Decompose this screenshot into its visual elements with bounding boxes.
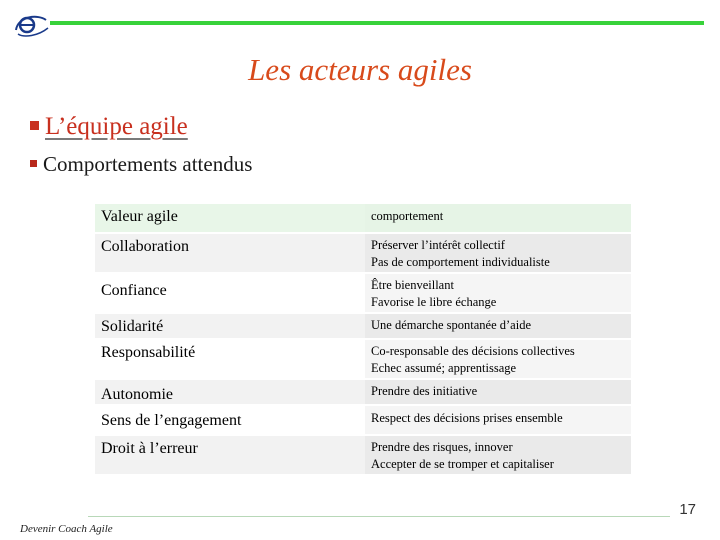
row-comportement bbox=[365, 340, 631, 378]
row-valeur: Responsabilité bbox=[95, 340, 365, 378]
footer-text: Devenir Coach Agile bbox=[20, 523, 113, 535]
comportement-line: Co-responsable des décisions collectives bbox=[371, 344, 575, 358]
comportement-line: Pas de comportement individualiste bbox=[371, 255, 550, 269]
row-valeur: Solidarité bbox=[95, 314, 365, 338]
row-valeur: Sens de l’engagement bbox=[95, 406, 365, 434]
row-comportement bbox=[365, 436, 631, 474]
header-divider bbox=[50, 21, 704, 25]
comportement-line: Favorise le libre échange bbox=[371, 295, 497, 309]
logo-icon bbox=[12, 10, 52, 40]
values-table bbox=[95, 202, 631, 476]
page-number: 17 bbox=[679, 501, 696, 518]
row-valeur: Collaboration bbox=[95, 234, 365, 272]
subsection-heading bbox=[30, 152, 252, 177]
table-row bbox=[95, 234, 631, 272]
comportement-line: Une démarche spontanée d’aide bbox=[371, 318, 531, 332]
comportement-line: Préserver l’intérêt collectif bbox=[371, 238, 505, 252]
section-label: L’équipe agile bbox=[45, 113, 188, 140]
row-valeur: Confiance bbox=[95, 274, 365, 312]
header-cell-valeur: Valeur agile bbox=[95, 204, 365, 232]
row-comportement bbox=[365, 314, 631, 338]
row-valeur: Droit à l’erreur bbox=[95, 436, 365, 474]
table-row bbox=[95, 406, 631, 434]
row-valeur: Autonomie bbox=[95, 380, 365, 404]
table-row bbox=[95, 314, 631, 338]
table-header-row bbox=[95, 204, 631, 232]
square-bullet-icon bbox=[30, 121, 39, 130]
row-comportement bbox=[365, 274, 631, 312]
table-row bbox=[95, 380, 631, 404]
comportement-line: Être bienveillant bbox=[371, 278, 454, 292]
section-heading bbox=[30, 113, 188, 141]
comportement-line: Accepter de se tromper et capitaliser bbox=[371, 457, 554, 471]
table-row bbox=[95, 340, 631, 378]
row-comportement bbox=[365, 406, 631, 434]
comportement-line: Respect des décisions prises ensemble bbox=[371, 411, 563, 425]
footer-divider bbox=[88, 516, 670, 517]
square-bullet-icon bbox=[30, 160, 37, 167]
slide-title: Les acteurs agiles bbox=[248, 52, 472, 87]
table-row bbox=[95, 436, 631, 474]
comportement-line: Prendre des risques, innover bbox=[371, 440, 513, 454]
header-cell-comportement: comportement bbox=[365, 204, 631, 232]
table-row bbox=[95, 274, 631, 312]
comportement-line: Echec assumé; apprentissage bbox=[371, 361, 517, 375]
subsection-label: Comportements attendus bbox=[43, 152, 253, 176]
row-comportement bbox=[365, 234, 631, 272]
row-comportement bbox=[365, 380, 631, 404]
comportement-line: Prendre des initiative bbox=[371, 384, 478, 398]
